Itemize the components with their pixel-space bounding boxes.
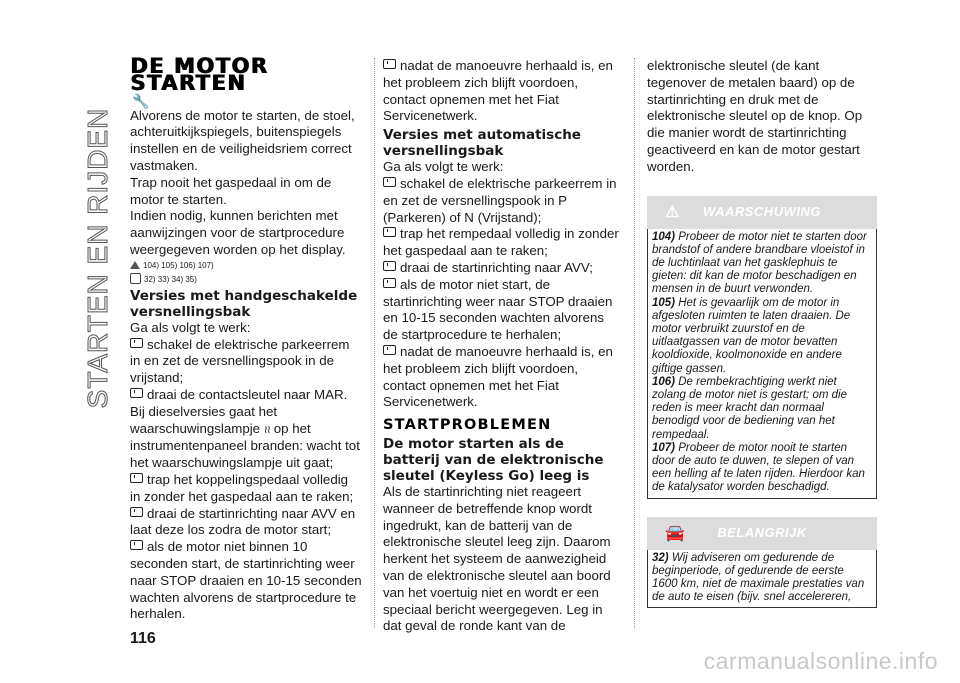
checkbox-bullet-icon — [383, 278, 396, 288]
list-item: draai de startinrichting naar AVV en laat deze los zodra de motor start; — [130, 505, 356, 538]
list-item: schakel de elektrische parkeerrem in en zet de versnellingspook in P (Parkeren) of N (Vrijstand); — [383, 175, 617, 225]
lead-text: Ga als volgt te werk: — [383, 159, 504, 175]
warning-note: 106) De rembekrachtiging werkt niet zolang de motor niet is gestart; om die reden is meer kracht dan normaal benodigd voor de bediening van het rempedaal. — [652, 375, 847, 441]
info-references: 32) 33) 34) 35) — [130, 273, 362, 286]
checkbox-bullet-icon — [383, 227, 396, 237]
column-divider — [374, 58, 375, 628]
list-item: draai de startinrichting naar AVV; — [383, 260, 621, 277]
warning-note: 104) Probeer de motor niet te starten door brandstof of andere brandbare vloeistof in de luchtinlaat van het gasklephuis te gieten: dit kan de motor beschadigen en mensen in de buurt verwonden. — [652, 230, 867, 296]
section-subtitle: Versies met automatische versnellingsbak — [383, 127, 581, 160]
important-callout-header — [647, 517, 877, 550]
column-1 — [130, 54, 362, 623]
checkbox-bullet-icon — [383, 177, 396, 187]
wrench-icon: 🔧 — [132, 92, 150, 109]
lead-text: Ga als volgt te werk: — [130, 319, 251, 335]
checkbox-bullet-icon — [383, 345, 396, 355]
warning-triangle-icon — [130, 261, 140, 269]
warning-note: 107) Probeer de motor nooit te starten door de auto te duwen, te slepen of van een helling af te laten rijden. Hierdoor kan de katalysator worden beschadigd. — [652, 441, 865, 494]
warning-callout-header — [647, 196, 877, 229]
car-info-icon: 🚘 — [665, 524, 686, 542]
paragraph: Als de startinrichting niet reageert wanneer de betreffende knop wordt ingedrukt, kan de batterij van de elektronische sleutel leeg zijn. Daarom herkent het systeem de aanwezigheid van de elektronische sleutel aan boord van het voertuig niet en wordt er een speciaal bericht weergegeven. Leg in dat geval de ronde kant van de — [383, 483, 611, 634]
warning-references: 104) 105) 106) 107) — [130, 260, 362, 272]
page-number: 116 — [130, 630, 156, 647]
column-2 — [383, 58, 621, 635]
important-title: BELANGRIJK — [717, 524, 807, 540]
intro-paragraph: Alvorens de motor te starten, de stoel, achteruitkijkspiegels, buitenspiegels instellen en de veiligheidsriem correct vastmaken. — [130, 107, 355, 173]
watermark: carmanualsonline.info — [703, 648, 938, 674]
section-subtitle: De motor starten als de batterij van de elektronische sleutel (Keyless Go) leeg is — [383, 435, 604, 484]
column-3 — [647, 58, 877, 608]
checkbox-bullet-icon — [130, 507, 143, 517]
info-box-icon — [130, 273, 141, 284]
section-title: STARTPROBLEMEN — [383, 417, 552, 434]
checkbox-bullet-icon — [130, 540, 143, 550]
warning-triangle-icon: ⚠ — [665, 203, 680, 221]
paragraph: elektronische sleutel (de kant tegenover de metalen baard) op de startinrichting en druk met de elektronische sleutel op de knop. Op die manier wordt de startinrichting geactiveerd en kan de motor gestart worden. — [647, 58, 863, 174]
side-section-label: STARTEN EN RIJDEN — [82, 107, 113, 409]
section-subtitle: Versies met handgeschakelde versnellingsbak — [130, 287, 358, 320]
warning-note: 105) Het is gevaarlijk om de motor in afgesloten ruimten te laten draaien. De motor verbruikt zuurstof en de uitlaatgassen van de motor bevatten kooldioxide, koolmonoxide en andere giftige gassen. — [652, 296, 851, 375]
list-item: trap het koppelingspedaal volledig in zonder het gaspedaal aan te raken; — [130, 471, 354, 504]
important-note: 32) Wij adviseren om gedurende de beginperiode, of gedurende de eerste 1600 km, niet de maximale prestaties van de auto te eisen (bijv. snel accelereren, — [652, 551, 865, 604]
checkbox-bullet-icon — [130, 473, 143, 483]
list-item: trap het rempedaal volledig in zonder het gaspedaal aan te raken; — [383, 226, 619, 259]
warning-title: WAARSCHUWING — [703, 203, 821, 219]
checkbox-bullet-icon — [130, 338, 143, 348]
paragraph: Indien nodig, kunnen berichten met aanwijzingen voor de startprocedure weergegeven worden op het display. — [130, 208, 346, 257]
list-item: als de motor niet start, de startinrichting weer naar STOP draaien en 10-15 seconden wachten alvorens de startprocedure te herhalen; — [383, 276, 613, 343]
list-item: schakel de elektrische parkeerrem in en zet de versnellingspook in de vrijstand; — [130, 336, 350, 386]
list-item: nadat de manoeuvre herhaald is, en het probleem zich blijft voordoen, contact opnemen met het Fiat Servicenetwerk. — [383, 58, 613, 124]
list-item: als de motor niet binnen 10 seconden start, de startinrichting weer naar STOP draaien en 10-15 seconden wachten alvorens de startprocedure te herhalen. — [130, 539, 362, 622]
checkbox-bullet-icon — [383, 261, 396, 271]
page-title: DE MOTOR STARTEN — [130, 54, 269, 95]
checkbox-bullet-icon — [383, 59, 396, 69]
checkbox-bullet-icon — [130, 388, 143, 398]
important-callout-body — [647, 550, 877, 609]
paragraph: Trap nooit het gaspedaal in om de motor te starten. — [130, 174, 332, 207]
list-item: nadat de manoeuvre herhaald is, en het probleem zich blijft voordoen, contact opnemen met het Fiat Servicenetwerk. — [383, 343, 613, 410]
list-item: draai de contactsleutel naar MAR. Bij dieselversies gaat het waarschuwingslampje ≀≀ op het instrumentenpaneel branden: wacht tot het waarschuwingslampje uit gaat; — [130, 386, 360, 471]
warning-callout-body — [647, 229, 877, 499]
glow-plug-lamp-icon: ≀≀ — [263, 423, 271, 436]
column-divider — [634, 58, 635, 628]
